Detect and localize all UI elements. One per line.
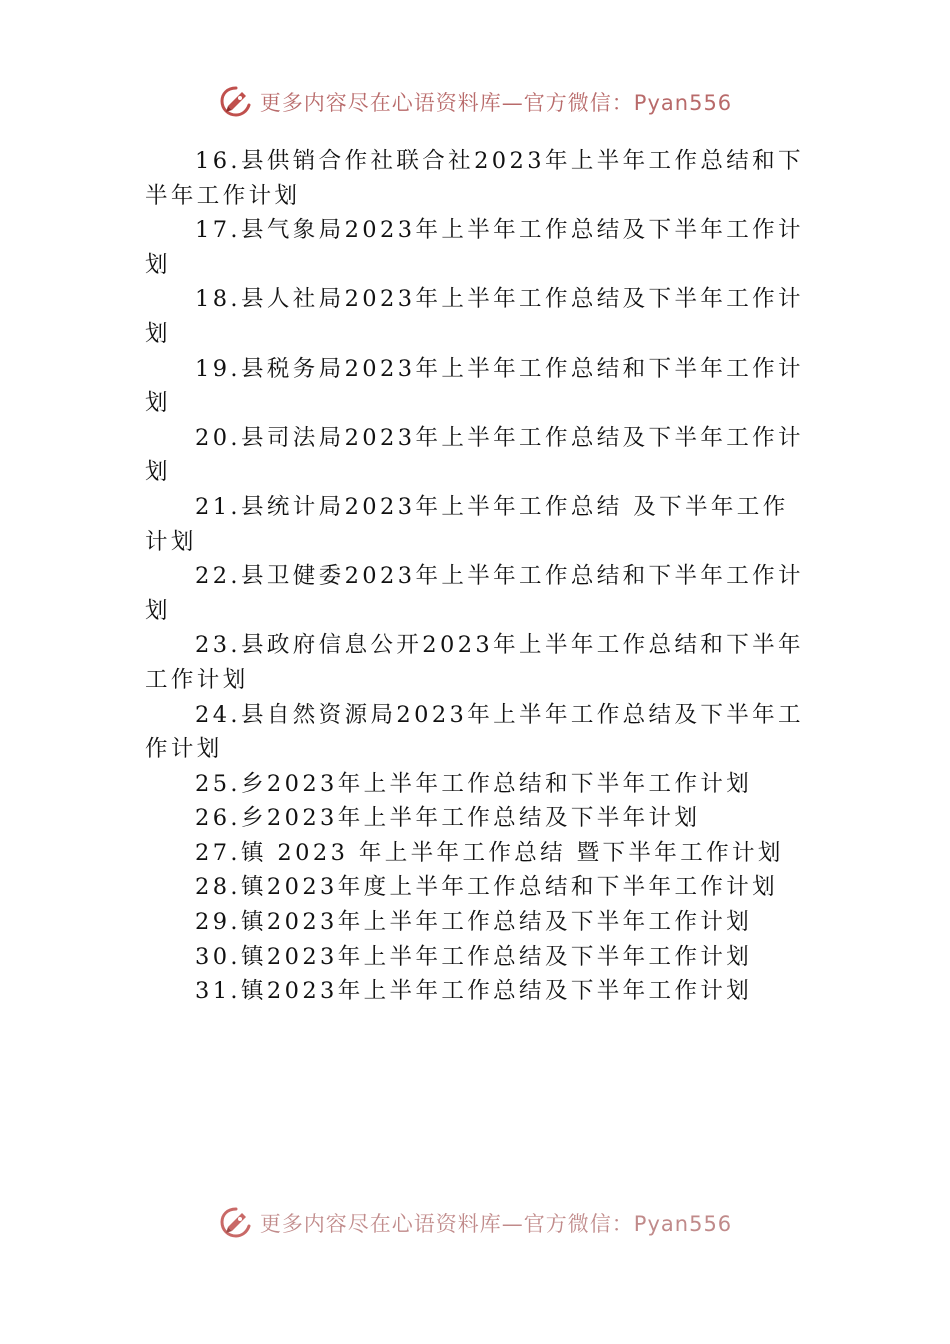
list-item: 30.镇2023年上半年工作总结及下半年工作计划 [195, 943, 753, 970]
list-item: 20.县司法局2023年上半年工作总结及下半年工作计划 [145, 424, 804, 486]
list-item: 23.县政府信息公开2023年上半年工作总结和下半年工作计划 [145, 632, 804, 693]
pen-logo-icon [218, 1205, 254, 1241]
list-item: 16.县供销合作社联合社2023年上半年工作总结和下半年工作计划 [145, 148, 804, 209]
header-watermark [0, 84, 950, 120]
list-item: 17.县气象局2023年上半年工作总结及下半年工作计划 [145, 217, 804, 278]
watermark-text: 更多内容尽在心语资料库—官方微信：Pyan556 [259, 91, 733, 115]
footer-watermark [0, 1205, 950, 1241]
list-item: 31.镇2023年上半年工作总结及下半年工作计划 [195, 978, 753, 1005]
pen-logo-icon [218, 84, 254, 120]
document-body [145, 144, 807, 1009]
list-item: 24.县自然资源局2023年上半年工作总结及下半年工作计划 [145, 701, 804, 763]
list-item: 27.镇 2023 年上半年工作总结 暨下半年工作计划 [195, 839, 784, 866]
list-item: 25.乡2023年上半年工作总结和下半年工作计划 [195, 770, 753, 797]
list-item: 28.镇2023年度上半年工作总结和下半年工作计划 [195, 874, 779, 901]
list-item: 18.县人社局2023年上半年工作总结及下半年工作计划 [145, 286, 804, 347]
watermark-text: 更多内容尽在心语资料库—官方微信：Pyan556 [259, 1212, 733, 1236]
list-item: 29.镇2023年上半年工作总结及下半年工作计划 [195, 909, 753, 936]
list-item: 26.乡2023年上半年工作总结及下半年计划 [195, 805, 701, 832]
list-item: 21.县统计局2023年上半年工作总结 及下半年工作计划 [145, 493, 789, 555]
list-item: 22.县卫健委2023年上半年工作总结和下半年工作计划 [145, 563, 804, 624]
list-item: 19.县税务局2023年上半年工作总结和下半年工作计划 [145, 355, 804, 417]
